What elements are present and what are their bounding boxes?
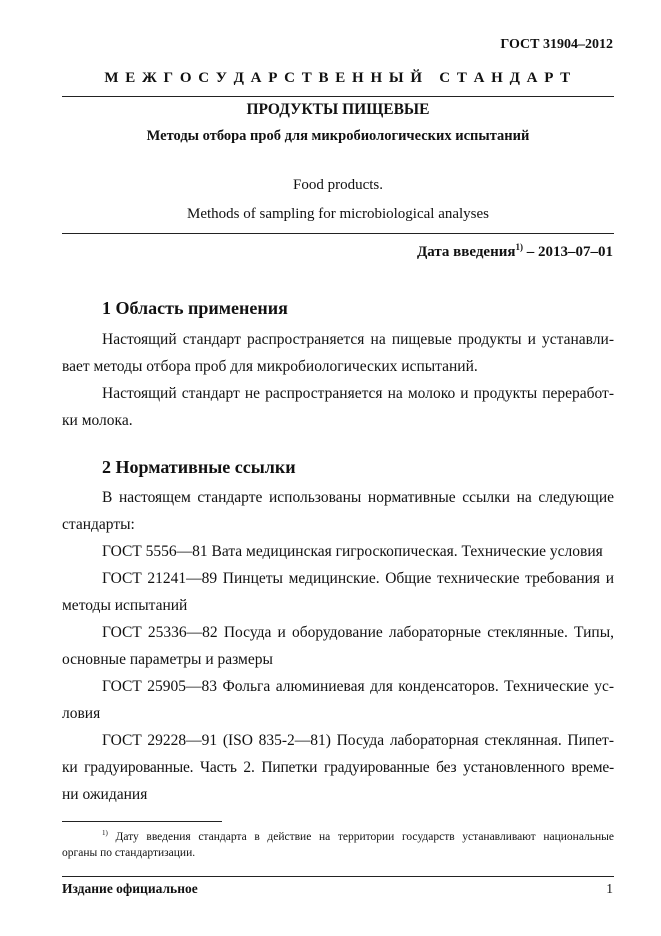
title-en-line1: Food products. — [293, 177, 383, 193]
footnote-line-1 — [62, 825, 614, 845]
section-1-paragraph-1-line-2: вает методы отбора проб для микробиологических испытаний. — [62, 358, 478, 375]
footer-rule — [62, 876, 614, 877]
footnote-line-1-text: Дату введения стандарта в действие на территории государств устанавливают национальные — [107, 830, 614, 843]
title-en-line2: Methods of sampling for microbiological analyses — [186, 206, 490, 222]
reference-gost-5556: ГОСТ 5556—81 Вата медицинская гигроскопическая. Технические условия — [102, 543, 603, 560]
section-1-paragraph-2-line-1: Настоящий стандарт не распространяется на молоко и продукты переработ- — [102, 385, 614, 402]
document-code: ГОСТ 31904–2012 — [500, 37, 613, 52]
reference-gost-25905-line-1: ГОСТ 25905—83 Фольга алюминиевая для конденсаторов. Технические ус- — [102, 678, 614, 695]
reference-gost-25905-line-2: ловия — [62, 705, 101, 722]
reference-gost-25336-line-2: основные параметры и размеры — [62, 651, 273, 668]
page-number: 1 — [606, 881, 613, 896]
introduction-date-value: – 2013–07–01 — [523, 244, 613, 260]
footnote-line-2: органы по стандартизации. — [62, 846, 196, 859]
title-rule — [62, 233, 614, 234]
introduction-date — [417, 242, 613, 261]
reference-gost-25336-line-1: ГОСТ 25336—82 Посуда и оборудование лабораторные стеклянные. Типы, — [102, 624, 614, 641]
reference-gost-21241-line-2: методы испытаний — [62, 597, 188, 614]
title-subtitle: Методы отбора проб для микробиологических испытаний — [146, 128, 530, 144]
footnote-separator — [62, 821, 222, 822]
section-2-intro-line-2: стандарты: — [62, 516, 135, 533]
interstate-standard-heading: М Е Ж Г О С У Д А Р С Т В Е Н Н Ы Й С Т А Н Д А Р Т — [104, 70, 572, 86]
section-2-heading: 2 Нормативные ссылки — [102, 457, 296, 477]
section-2-intro-line-1: В настоящем стандарте использованы нормативные ссылки на следующие — [102, 489, 614, 506]
reference-gost-21241-line-1: ГОСТ 21241—89 Пинцеты медицинские. Общие технические требования и — [102, 570, 614, 587]
footnote-reference: 1) — [515, 242, 523, 252]
section-1-heading: 1 Область применения — [102, 298, 288, 318]
title-main: ПРОДУКТЫ ПИЩЕВЫЕ — [246, 101, 430, 118]
reference-gost-29228-line-2: ки градуированные. Часть 2. Пипетки градуированные без установленного време- — [62, 759, 614, 776]
reference-gost-29228-line-3: ни ожидания — [62, 786, 148, 803]
reference-gost-29228-line-1: ГОСТ 29228—91 (ISO 835-2—81) Посуда лабораторная стеклянная. Пипет- — [102, 732, 614, 749]
section-1-paragraph-2-line-2: ки молока. — [62, 412, 133, 429]
footnote-text — [62, 825, 614, 861]
introduction-date-label: Дата введения — [416, 244, 516, 260]
header-rule — [62, 96, 614, 97]
footnote-mark: 1) — [102, 829, 108, 837]
section-1-paragraph-1-line-1: Настоящий стандарт распространяется на пищевые продукты и устанавли- — [102, 331, 614, 348]
edition-label: Издание официальное — [62, 881, 198, 896]
